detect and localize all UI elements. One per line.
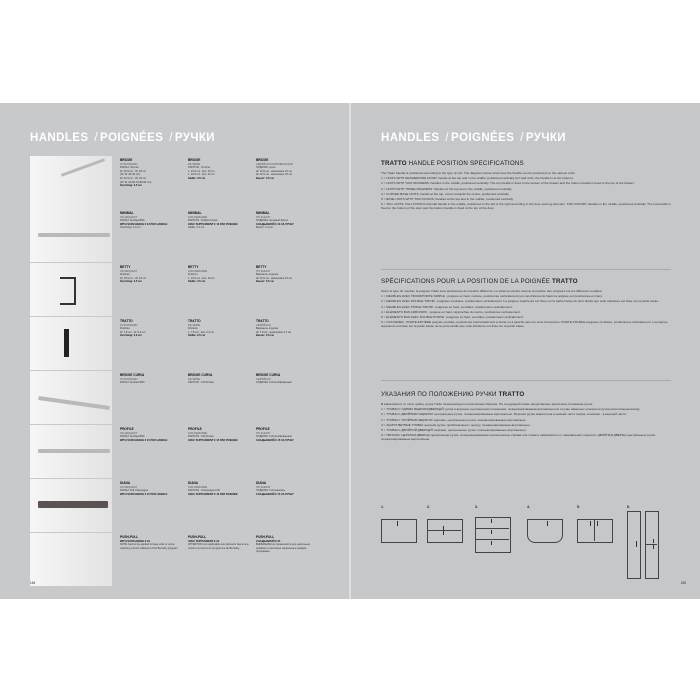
diagram-number: 1. <box>381 505 384 509</box>
handle-name: DIANA <box>256 481 267 485</box>
section-heading-fr: SPÉCIFICATIONS POUR LA POSITION DE LA POIGNÉE TRATTO <box>381 278 578 285</box>
cabinet-outline <box>427 519 463 543</box>
paragraph: 2 > ТУМБЫ С ДВОЙНЫМ ЯЩИКОМ: центральные ручки, позиционированные вертикально. Верхняя ручка закреплена в нижней части ящика, а нижняя - в верхней части. <box>381 412 627 417</box>
page-number: 184 <box>30 581 36 585</box>
spec-highlight: AVEC SUPPLÉMENT € 24 <box>188 539 220 543</box>
cabinet-outline <box>475 539 509 540</box>
cabinet-outline <box>381 519 417 543</box>
spec-note: ВНИМАНИЕ Не применяется для напольных шкафов и некоторых зеркальных шкафов программы. <box>256 543 311 554</box>
paragraph: 4 > ÉLÉMENTS BAS ARRONDIS : poignée en haut, rapprochée du centre, positionnée verticalement. <box>381 309 521 314</box>
diagram-unit-1 <box>381 505 384 509</box>
spec-line: (for W. 20-35 cm) <box>120 173 141 177</box>
paragraph: 5 > ÉLÉMENTS BAS AVEC DOUBLE PORTE : poignées en haut, centrales, positionnées verticalement. <box>381 315 524 320</box>
availability: ON REQUEST <box>120 215 138 219</box>
handle-name: TRATTO <box>120 319 133 323</box>
availability: ПО ЗАКАЗУ <box>256 431 271 435</box>
spec-line: W. 7.8 cm - W. 6.4 cm <box>120 330 146 334</box>
spec-note: Вылет: 2.4 см <box>256 226 273 230</box>
availability: IN STANDARD <box>120 323 138 327</box>
spec-line: Finishes <box>120 327 130 331</box>
handle-name: MINIMAL <box>188 211 202 215</box>
paragraph: 4 > ЗАКРУГЛЕННЫЕ ТУМБЫ: верхняя ручка, приближенная к центру, позиционированная вертикально. <box>381 422 531 427</box>
paragraph: 3 > MEUBLES AVEC TRIPLE TIROIR : poignées en haut, centrales, positionnées verticalement. <box>381 304 513 309</box>
handle-name: BRIDGE <box>188 158 201 162</box>
spec-note: NOTE Cannot be applied to base units or some matching mirrors cabinets of the Burnaby program. <box>120 543 179 550</box>
spec-line: Варианты отделки <box>256 327 279 331</box>
handle-shape <box>38 501 108 508</box>
spec-line: (for W. 25-60-70-80-90 cm) <box>120 180 152 184</box>
spec-column <box>120 428 184 442</box>
spec-column <box>188 482 252 496</box>
spec-column <box>188 374 252 385</box>
paragraph: 3 > UNITS WITH THREE DRAWERS: handles at the top and in the middle, positioned vertically. <box>381 186 513 191</box>
spec-line: FINISH: brushed Brill <box>120 219 145 223</box>
spec-line: FINITION : brill brossé <box>188 435 214 439</box>
section-body-en <box>381 171 671 212</box>
spec-line: FINISH: brill champagne <box>120 489 149 493</box>
paragraph: 1 > UNITS WITH DRAWER/ONE DOOR: handle at the top and in the middle, positioned vertically (for wall units, the handle is at the bottom). <box>381 176 574 181</box>
spec-column <box>256 536 320 554</box>
spec-highlight: СНАДБАВКОЙ € 13 ЗА РУЧКУ <box>256 222 294 226</box>
spec-column <box>120 374 184 385</box>
spec-line: FINISH: brushed Brill <box>120 381 145 385</box>
availability: DE SÉRIE <box>188 377 201 381</box>
cabinet-outline <box>527 519 563 543</box>
spec-line: Ш. 32.9 см - межосевое 32 см <box>256 173 292 177</box>
divider <box>381 269 671 270</box>
handle-row <box>30 317 330 370</box>
spec-line: ОТДЕЛКА: brill шлифованный <box>256 435 292 439</box>
spec-highlight: AVEC SUPPLÉMENT € 15 PAR POIGNÉE <box>188 492 238 496</box>
diagram-unit-3 <box>475 505 478 509</box>
spec-highlight: AVEC SUPPLÉMENT € 13 PAR POIGNÉE <box>188 222 238 226</box>
handle-shape <box>64 329 69 357</box>
availability: СЕРИЙНАЯ <box>256 377 271 381</box>
availability: ON REQUEST <box>120 485 138 489</box>
availability: IN STANDARD <box>120 162 138 166</box>
spec-column <box>120 266 184 284</box>
availability: ON REQUEST <box>120 269 138 273</box>
diagram-unit-5 <box>577 505 580 509</box>
cabinet-outline <box>645 544 657 545</box>
availability: СЕРИЙНАЯ КОМПЛЕКТАЦИЯ <box>256 162 293 166</box>
spec-highlight: Overhang: 2.6 cm <box>120 334 142 338</box>
title-ru: РУЧКИ <box>174 132 215 144</box>
divider <box>381 380 671 381</box>
spec-column <box>256 212 320 230</box>
page-title: HANDLES / POIGNÉES / РУЧКИ <box>381 132 566 144</box>
spec-column <box>256 320 320 338</box>
diagram-number: 2. <box>427 505 430 509</box>
handle-mark <box>397 521 398 526</box>
handle-row <box>30 371 330 424</box>
handle-name: BRIDGE CURVA <box>256 373 281 377</box>
spec-highlight: Overhang: 3.5 cm <box>120 184 142 188</box>
handle-shape <box>38 449 110 453</box>
section-body-ru <box>381 402 671 443</box>
spec-column <box>188 428 252 442</box>
section-body-fr <box>381 289 671 330</box>
spec-note: Saillie: 2.4 cm <box>188 226 205 230</box>
spec-line: FINISH: chrome <box>120 166 139 170</box>
handle-photo <box>30 533 112 586</box>
paragraph: 2 > UNITS WITH TWO DRAWERS: handles in the middle, positioned vertically. The top handle is fixed to the bottom of the drawer and the bottom handle is fixed to the top of the drawer. <box>381 181 635 186</box>
handle-name: TRATTO <box>256 319 269 323</box>
handle-name: BRIDGE <box>256 158 269 162</box>
handle-mark <box>597 521 598 526</box>
spec-line: FINITION : chromé <box>188 166 210 170</box>
handle-photo <box>30 479 112 532</box>
spec-line: L. 16.9 cm - Ent. 16 cm <box>188 169 215 173</box>
spec-highlight: СНАДБАВКОЙ € 15 ЗА РУЧКУ <box>256 438 294 442</box>
handle-name: PROFILE <box>120 427 134 431</box>
diagram-unit-4 <box>527 505 530 509</box>
availability: ON REQUEST <box>120 431 138 435</box>
spec-line: L. 32.9 cm - Ent. 32 cm <box>188 173 215 177</box>
spec-column <box>256 482 320 496</box>
paragraph: 6 > ПЕНАЛЫ: ЦЕЛЬНАЯ ДВЕРЦА центральная ручка, позиционированная горизонтально справа или слева в зависимости от направления открытия. ДВОЙНАЯ ДВЕРЦА центральные ручки, позиционированные вертикально. <box>381 433 656 442</box>
spec-column <box>120 320 184 338</box>
spec-highlight: WITH SURCHARGE € 15 PER HANDLE <box>120 438 168 442</box>
spec-line: Ш. 16.9 см - межосевое 16 см <box>256 169 292 173</box>
handle-name: TRATTO <box>188 319 201 323</box>
handle-photo <box>30 156 112 209</box>
title-fr: POIGNÉES <box>451 132 515 144</box>
left-page <box>0 103 349 599</box>
catalog-spread <box>0 103 700 599</box>
handle-mark <box>491 519 492 523</box>
spec-line: ОТДЕЛКА: хром <box>256 166 276 170</box>
handle-mark <box>547 521 548 526</box>
spec-line: W. 16.9 cm - W. 18 cm <box>120 169 147 173</box>
availability: DE SÉRIE <box>188 162 201 166</box>
title-fr: POIGNÉES <box>100 132 164 144</box>
spec-column <box>188 536 252 550</box>
page-number: 185 <box>680 581 686 585</box>
handle-name: MINIMAL <box>256 211 270 215</box>
paragraph: 3 > ТУМБЫ С ТРОЙНЫМ ЯЩИКОМ: верхние, центральные ручки, позиционированные вертикально. <box>381 417 527 422</box>
spec-line: Finishes <box>120 273 130 277</box>
availability: ПО ЗАКАЗУ <box>256 215 271 219</box>
spec-highlight: СНАДБАВКОЙ € 15 ЗА РУЧКУ <box>256 492 294 496</box>
handle-mark <box>590 521 591 526</box>
spec-highlight: Вылет: 3.5 см <box>256 176 274 180</box>
section-heading-en: TRATTO HANDLE POSITION SPECIFICATIONS <box>381 160 524 167</box>
handle-mark <box>491 541 492 545</box>
paragraph: Selon le type de meuble, la poignée Tratto sera positionnée de manière différente. Le schéma suivant résume la position des poignées sur les différents meubles. <box>381 289 603 293</box>
handle-name: BETTY <box>188 265 199 269</box>
spec-highlight: Saillie: 2.6 cm <box>188 334 206 338</box>
spec-highlight: AVEC SUPPLÉMENT € 15 PAR POIGNÉE <box>188 438 238 442</box>
spec-note: ATTENTION non applicable aux éléments bas et aux miroirs communs du programme de Burnaby. <box>188 543 249 550</box>
right-page <box>351 103 700 599</box>
spec-line: Ш. 16.9 см - межосевое 16 см <box>256 276 292 280</box>
handle-row <box>30 209 330 262</box>
availability: IN STANDARD <box>120 377 138 381</box>
spec-highlight: Вылет: 2.6 см <box>256 334 274 338</box>
handle-name: DIANA <box>188 481 199 485</box>
handle-position-diagram <box>381 505 671 580</box>
availability: DE SÉRIE <box>188 323 201 327</box>
paragraph: 1 > MEUBLES AVEC TIROIR/PORTE SIMPLE : poignée en haut, centrée, positionnée verticalement (en cas d'éléments hauts la poignée est positionnée en bas). <box>381 294 603 299</box>
spec-highlight: Overhang: 3.5 cm <box>120 280 142 284</box>
handle-photo <box>30 209 112 262</box>
availability: SUR DEMANDE <box>188 215 208 219</box>
handle-photo <box>30 425 112 478</box>
handle-name: BRIDGE CURVA <box>188 373 213 377</box>
diagram-number: 3. <box>475 505 478 509</box>
availability: SUR DEMANDE <box>188 269 208 273</box>
spec-column <box>120 212 184 230</box>
handle-name: DIANA <box>120 481 131 485</box>
spec-highlight: WITH SURCHARGE € 15 PER HANDLE <box>120 492 168 496</box>
cabinet-outline <box>475 517 511 553</box>
spec-line: FINITION : brill brossé <box>188 381 214 385</box>
handle-name: BETTY <box>120 265 131 269</box>
paragraph: 2 > MEUBLES AVEC DOUBLE TIROIR : poignées centrales, positionnées verticalement. La poignée supérieure est fixée sur la partie basse du tiroir tandis que celle inférieure est fixée sur la partie haute. <box>381 299 659 304</box>
handle-shape <box>60 277 76 305</box>
handle-mark <box>443 531 444 535</box>
spec-highlight: WITH SURCHARGE € 24 <box>120 539 150 543</box>
handle-name: PROFILE <box>256 427 270 431</box>
diagram-unit-6 <box>627 505 630 509</box>
spec-column <box>256 159 320 181</box>
spec-line: FINITION : brillant brossé <box>188 219 218 223</box>
paragraph: 6 > TALL UNITS: FULL DOOR horizontal handle in the middle, positioned to the left or the right according to the door opening direction. TWO DOORS: handles in the middle, positioned vertically. The top handle is fixed to the bottom of the door and the bottom handle is fixed to the top of the door. <box>381 202 671 211</box>
handle-photo <box>30 317 112 370</box>
handle-name: BETTY <box>256 265 267 269</box>
availability: SUR DEMANDE <box>188 485 208 489</box>
spec-highlight: Saillie: 3.5 cm <box>188 176 206 180</box>
handle-name: PUSH-PULL <box>256 535 275 539</box>
cabinet-outline <box>627 511 641 579</box>
handle-row <box>30 533 330 586</box>
handle-mark <box>653 545 654 549</box>
spec-line: W. 16.9 cm - W. 16 cm <box>120 276 147 280</box>
diagram-number: 4. <box>527 505 530 509</box>
paragraph: 1 > ТУМБЫ С ОДНИМ ЯЩИКОМ/ДВЕРЦЕЙ: ручка в верхнем, центральном положении, позиционированная вертикально (в случае навесных элементов ручка расположена внизу). <box>381 407 641 412</box>
spec-line: Варианты отделки <box>256 273 279 277</box>
spec-column <box>120 482 184 496</box>
availability: ПО ЗАКАЗУ <box>256 485 271 489</box>
spec-line: Finitions <box>188 273 198 277</box>
cabinet-outline <box>594 519 595 541</box>
spec-column <box>188 212 252 230</box>
spec-column <box>256 266 320 284</box>
cabinet-outline <box>577 519 613 543</box>
spec-column <box>120 536 184 550</box>
spec-highlight: СНАДБАВКОЙ € 24 <box>256 539 281 543</box>
spec-highlight: Вылет: 3.5 см <box>256 280 274 284</box>
spec-line: ОТДЕЛКА: brill шлифованный <box>256 381 292 385</box>
spec-line: Finitions <box>188 327 198 331</box>
spec-column <box>120 159 184 188</box>
handle-shape <box>38 233 110 237</box>
spec-line: FINITION : champagne brill <box>188 489 220 493</box>
spec-column <box>256 374 320 385</box>
handle-name: PUSH-PULL <box>188 535 207 539</box>
paragraph: В зависимости от типа тумбы, ручка Tratto позиционируется различным образом. На следующей схеме представлено различное положение ручек. <box>381 402 594 406</box>
diagram-number: 6. <box>627 505 630 509</box>
handle-row <box>30 156 330 209</box>
spec-line: ОТДЕЛКА: матовый брилл <box>256 219 288 223</box>
diagram-number: 5. <box>577 505 580 509</box>
spec-line: ОТДЕЛКА: brill шампань <box>256 489 286 493</box>
spec-column <box>188 159 252 181</box>
handle-mark <box>653 539 654 543</box>
spec-line: L. 16.9 cm - Ent. 16 cm <box>188 276 215 280</box>
handle-row <box>30 425 330 478</box>
paragraph: 6 > COLONNES : PORTE ENTIÈRE poignée centrale, positionnée horizontalement à droite ou à gauche selon le sens d'ouverture. PORTE DOUBLE poignées centrales, positionnées verticalement. La poignée supérieure est fixée sur la partie basse de la porte tandis que celle inférieure est fixée sur la partie haute. <box>381 320 668 329</box>
spec-highlight: WITH SURCHARGE € 13 PER HANDLE <box>120 222 168 226</box>
cabinet-outline <box>475 528 509 529</box>
handle-mark <box>443 526 444 530</box>
diagram-unit-2 <box>427 505 430 509</box>
handle-name: PROFILE <box>188 427 202 431</box>
section-heading-ru: УКАЗАНИЯ ПО ПОЛОЖЕНИЮ РУЧКИ TRATTO <box>381 391 525 398</box>
availability: СЕРИЙНАЯ <box>256 323 271 327</box>
spec-line: L. 7.8 cm - Ent. 6.4 cm <box>188 330 215 334</box>
spec-line: W. 32.9 cm - W. 32 cm <box>120 176 147 180</box>
handle-row <box>30 263 330 316</box>
title-en: HANDLES <box>30 132 89 144</box>
availability: ПО ЗАКАЗУ <box>256 269 271 273</box>
spec-line: Ш. 7.8 см - межосевое 6.4 см <box>256 330 292 334</box>
spec-column <box>256 428 320 442</box>
spec-line: FINISH: brushed Brill <box>120 435 145 439</box>
paragraph: 5 > ТУМБЫ С ДВОЙНОЙ ДВЕРЦЕЙ: верхние, центральные ручки, позиционированные вертикально. <box>381 428 527 433</box>
paragraph: 5 > BASE UNITS WITH TWO DOORS: handles at the top and in the middle, positioned vertically. <box>381 197 514 202</box>
spec-column <box>188 320 252 338</box>
availability: SUR DEMANDE <box>188 431 208 435</box>
handle-photo <box>30 263 112 316</box>
handle-mark <box>636 541 637 547</box>
handle-name: BRIDGE CURVA <box>120 373 145 377</box>
spec-column <box>188 266 252 284</box>
handle-name: BRIDGE <box>120 158 133 162</box>
paragraph: 4 > CURVED BASE UNITS: handle at the top, corner towards the centre, positioned vertically. <box>381 191 510 196</box>
title-en: HANDLES <box>381 132 440 144</box>
title-ru: РУЧКИ <box>525 132 566 144</box>
handle-name: MINIMAL <box>120 211 134 215</box>
spec-note: Overhang: 2.4 cm <box>120 226 141 230</box>
spec-highlight: Saillie: 3.5 cm <box>188 280 206 284</box>
cabinet-outline <box>645 511 659 579</box>
handle-photo <box>30 371 112 424</box>
handle-row <box>30 479 330 532</box>
paragraph: The Tratto handle is positioned according to the type of unit. The diagrams below show how the handle can be positioned on the various units: <box>381 171 576 175</box>
handle-mark <box>491 530 492 534</box>
page-title: HANDLES / POIGNÉES / РУЧКИ <box>30 132 215 144</box>
handle-name: PUSH-PULL <box>120 535 139 539</box>
